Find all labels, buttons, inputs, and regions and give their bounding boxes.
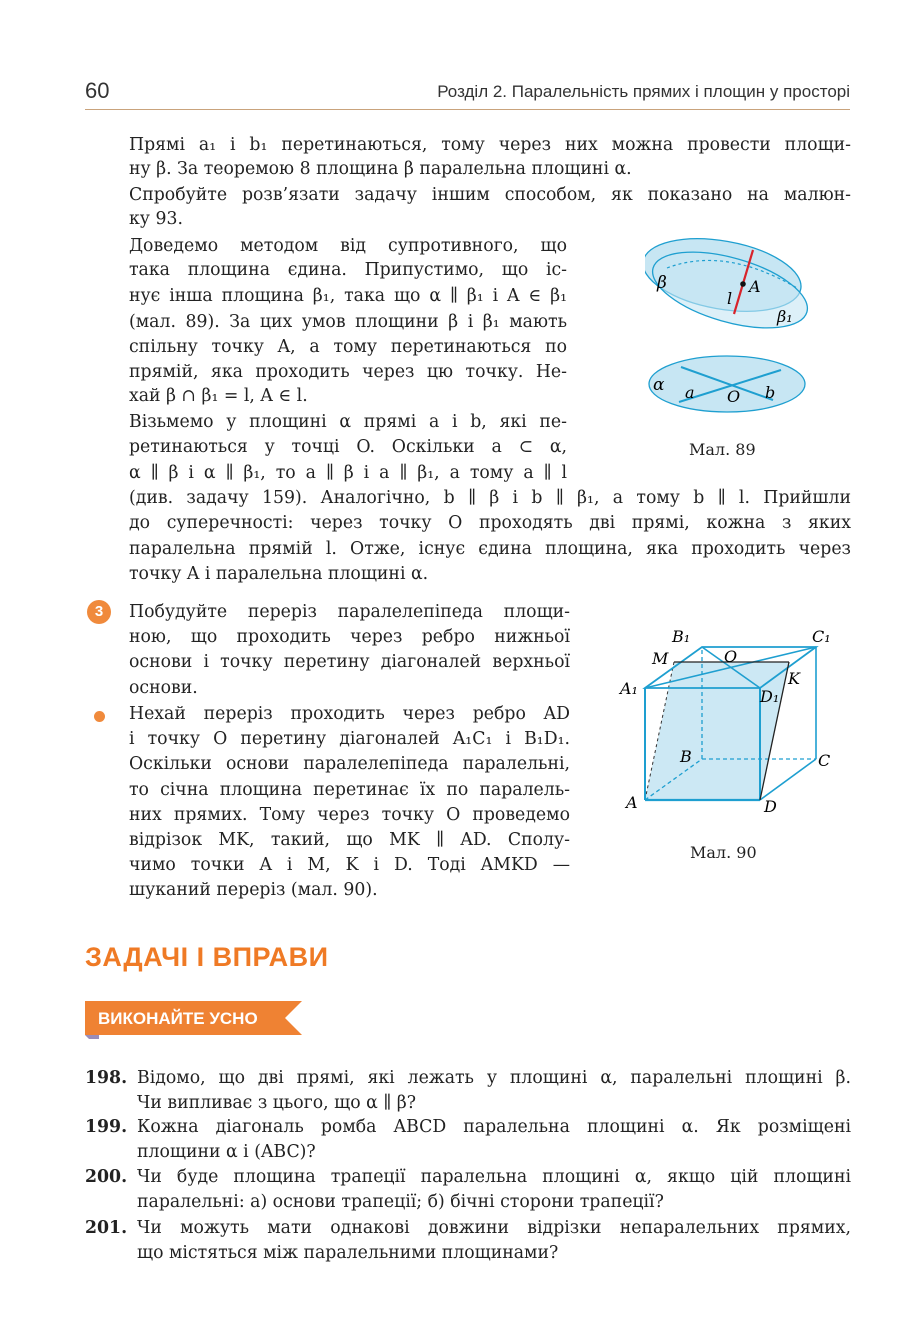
exercise-line: Чи буде площина трапеції паралельна площині α, якщо цій площині	[137, 1167, 851, 1187]
solution-line: чимо точки A і M, K і D. Тоді AMKD —	[129, 855, 570, 875]
exercise-number: 200.	[85, 1167, 128, 1187]
solution-line: і точку O перетину діагоналей A₁C₁ і B₁D₁.	[129, 729, 570, 749]
exercise-number: 199.	[85, 1117, 128, 1137]
body-line: нує інша площина β₁, така що α ∥ β₁ і A ∈ β₁	[129, 286, 567, 306]
label-D1: D₁	[760, 687, 780, 706]
edge-DC	[760, 759, 816, 800]
label-A1: A₁	[620, 679, 638, 698]
task-line: основи і точку перетину діагоналей верхньої	[129, 652, 570, 672]
exercise-number: 201.	[85, 1218, 128, 1238]
label-A: A	[749, 277, 761, 296]
exercise-line: Чи випливає з цього, що α ∥ β?	[137, 1093, 416, 1113]
page-number: 60	[85, 78, 110, 103]
body-line: (див. задачу 159). Аналогічно, b ∥ β і b ∥ β₁, а тому b ∥ l. Прийшли	[129, 488, 851, 508]
figure-90-caption: Мал. 90	[690, 843, 757, 862]
label-O: O	[727, 387, 741, 406]
body-line: α ∥ β і α ∥ β₁, то a ∥ β і a ∥ β₁, а тому a ∥ l	[129, 463, 567, 483]
label-M: M	[652, 649, 669, 668]
figure-89	[645, 228, 815, 424]
body-line: (мал. 89). За цих умов площини β і β₁ мають	[129, 312, 567, 332]
ribbon-label: ВИКОНАЙТЕ УСНО	[98, 1009, 258, 1028]
body-line: Візьмемо у площині α прямі a і b, які пе-	[129, 412, 567, 432]
solution-line: то січна площина перетинає їх по паралель-	[129, 780, 570, 800]
body-line: така площина єдина. Припустимо, що іс-	[129, 260, 567, 280]
exercise-line: площини α і (ABC)?	[137, 1142, 316, 1162]
solution-line: шуканий переріз (мал. 90).	[129, 880, 378, 900]
chapter-title: Розділ 2. Паралельність прямих і площин у просторі	[437, 82, 850, 101]
figure-90	[618, 622, 843, 822]
solution-line: відрізок MK, такий, що MK ∥ AD. Сполу-	[129, 830, 570, 850]
label-l: l	[727, 289, 733, 308]
task-number-badge: 3	[87, 600, 111, 624]
label-B1: B₁	[672, 627, 691, 646]
task-line: основи.	[129, 678, 198, 698]
exercise-line: паралельні: а) основи трапеції; б) бічні сторони трапеції?	[137, 1192, 664, 1212]
body-line: ретинаються у точці O. Оскільки a ⊂ α,	[129, 437, 567, 457]
body-line: Прямі a₁ і b₁ перетинаються, тому через них можна провести площи-	[129, 135, 851, 155]
label-B: B	[680, 747, 692, 766]
body-line: Спробуйте розв’язати задачу іншим способом, як показано на малюн-	[129, 185, 851, 205]
label-O: O	[724, 647, 738, 666]
task-line: Побудуйте переріз паралелепіпеда площи-	[129, 602, 570, 622]
solution-bullet	[94, 711, 105, 722]
exercise-line: Чи можуть мати однакові довжини відрізки непаралельних прямих,	[137, 1218, 851, 1238]
label-alpha: α	[653, 375, 665, 395]
solution-line: Оскільки основи паралелепіпеда паралельні,	[129, 754, 570, 774]
label-C1: C₁	[812, 627, 831, 646]
label-beta1: β₁	[777, 307, 793, 326]
exercise-line: Кожна діагональ ромба ABCD паралельна площині α. Як розміщені	[137, 1117, 851, 1137]
body-line: паралельна прямій l. Отже, існує єдина площина, яка проходить через	[129, 539, 851, 559]
label-D: D	[764, 797, 777, 816]
body-line: ку 93.	[129, 209, 183, 229]
section-title: ЗАДАЧІ І ВПРАВИ	[85, 942, 329, 972]
body-line: Доведемо методом від супротивного, що	[129, 236, 567, 256]
figure-89-caption: Мал. 89	[689, 440, 756, 459]
header-rule	[85, 109, 850, 110]
body-line: до суперечності: через точку O проходять дві прямі, кожна з яких	[129, 513, 851, 533]
label-beta: β	[657, 273, 667, 293]
exercise-line: Відомо, що дві прямі, які лежать у площині α, паралельні площині β.	[137, 1068, 851, 1088]
solution-line: них прямих. Тому через точку O проведемо	[129, 805, 570, 825]
label-A: A	[626, 793, 638, 812]
body-line: точку A і паралельна площині α.	[129, 564, 429, 584]
body-line: прямій, яка проходить через цю точку. Не-	[129, 362, 567, 382]
label-K: K	[788, 669, 800, 688]
label-a: a	[685, 383, 695, 402]
solution-line: Нехай переріз проходить через ребро AD	[129, 704, 570, 724]
task-line: ною, що проходить через ребро нижньої	[129, 627, 570, 647]
label-C: C	[818, 751, 831, 770]
body-line: хай β ∩ β₁ = l, A ∈ l.	[129, 386, 308, 406]
body-line: спільну точку A, а тому перетинаються по	[129, 337, 567, 357]
body-line: ну β. За теоремою 8 площина β паралельна площині α.	[129, 159, 632, 179]
point-A	[740, 281, 746, 287]
exercise-line: що містяться між паралельними площинами?	[137, 1243, 559, 1263]
label-b: b	[765, 383, 776, 402]
exercise-number: 198.	[85, 1068, 128, 1088]
